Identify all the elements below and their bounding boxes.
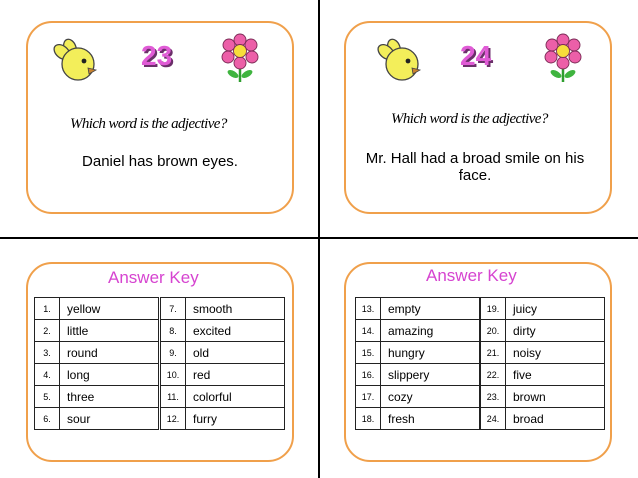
table-row: 12. furry [161, 408, 285, 430]
table-row: 21. noisy [481, 342, 605, 364]
flower-icon [218, 32, 262, 84]
table-row: 2. little [35, 320, 159, 342]
question-text: Which word is the adjective? [391, 111, 548, 127]
bird-icon [52, 36, 100, 82]
table-row: 10. red [161, 364, 285, 386]
table-row: 19. juicy [481, 298, 605, 320]
answer-table-7-12 [160, 297, 285, 430]
sentence-text: Mr. Hall had a broad smile on his face. [365, 150, 585, 184]
card-number: 23 [141, 40, 173, 71]
table-row: 8. excited [161, 320, 285, 342]
table-row: 11. colorful [161, 386, 285, 408]
table-row: 3. round [35, 342, 159, 364]
table-row: 20. dirty [481, 320, 605, 342]
answer-key-title: Answer Key [426, 266, 517, 285]
table-row: 24. broad [481, 408, 605, 430]
table-row: 4. long [35, 364, 159, 386]
table-row: 23. brown [481, 386, 605, 408]
table-row: 6. sour [35, 408, 159, 430]
table-row: 9. old [161, 342, 285, 364]
table-row: 5. three [35, 386, 159, 408]
answer-table-13-18 [355, 297, 480, 430]
table-row: 16. slippery [356, 364, 480, 386]
vertical-divider [318, 0, 320, 478]
horizontal-divider [0, 237, 638, 239]
flower-icon [541, 32, 585, 84]
answer-table-1-6 [34, 297, 159, 430]
answer-table-19-24 [480, 297, 605, 430]
table-row: 18. fresh [356, 408, 480, 430]
table-row: 7. smooth [161, 298, 285, 320]
table-row: 14. amazing [356, 320, 480, 342]
table-row: 1. yellow [35, 298, 159, 320]
question-text: Which word is the adjective? [70, 116, 227, 132]
sentence-text: Daniel has brown eyes. [82, 153, 238, 170]
table-row: 13. empty [356, 298, 480, 320]
card-number: 24 [460, 40, 492, 71]
table-row: 17. cozy [356, 386, 480, 408]
bird-icon [376, 36, 424, 82]
table-row: 15. hungry [356, 342, 480, 364]
answer-key-title: Answer Key [108, 268, 199, 287]
table-row: 22. five [481, 364, 605, 386]
